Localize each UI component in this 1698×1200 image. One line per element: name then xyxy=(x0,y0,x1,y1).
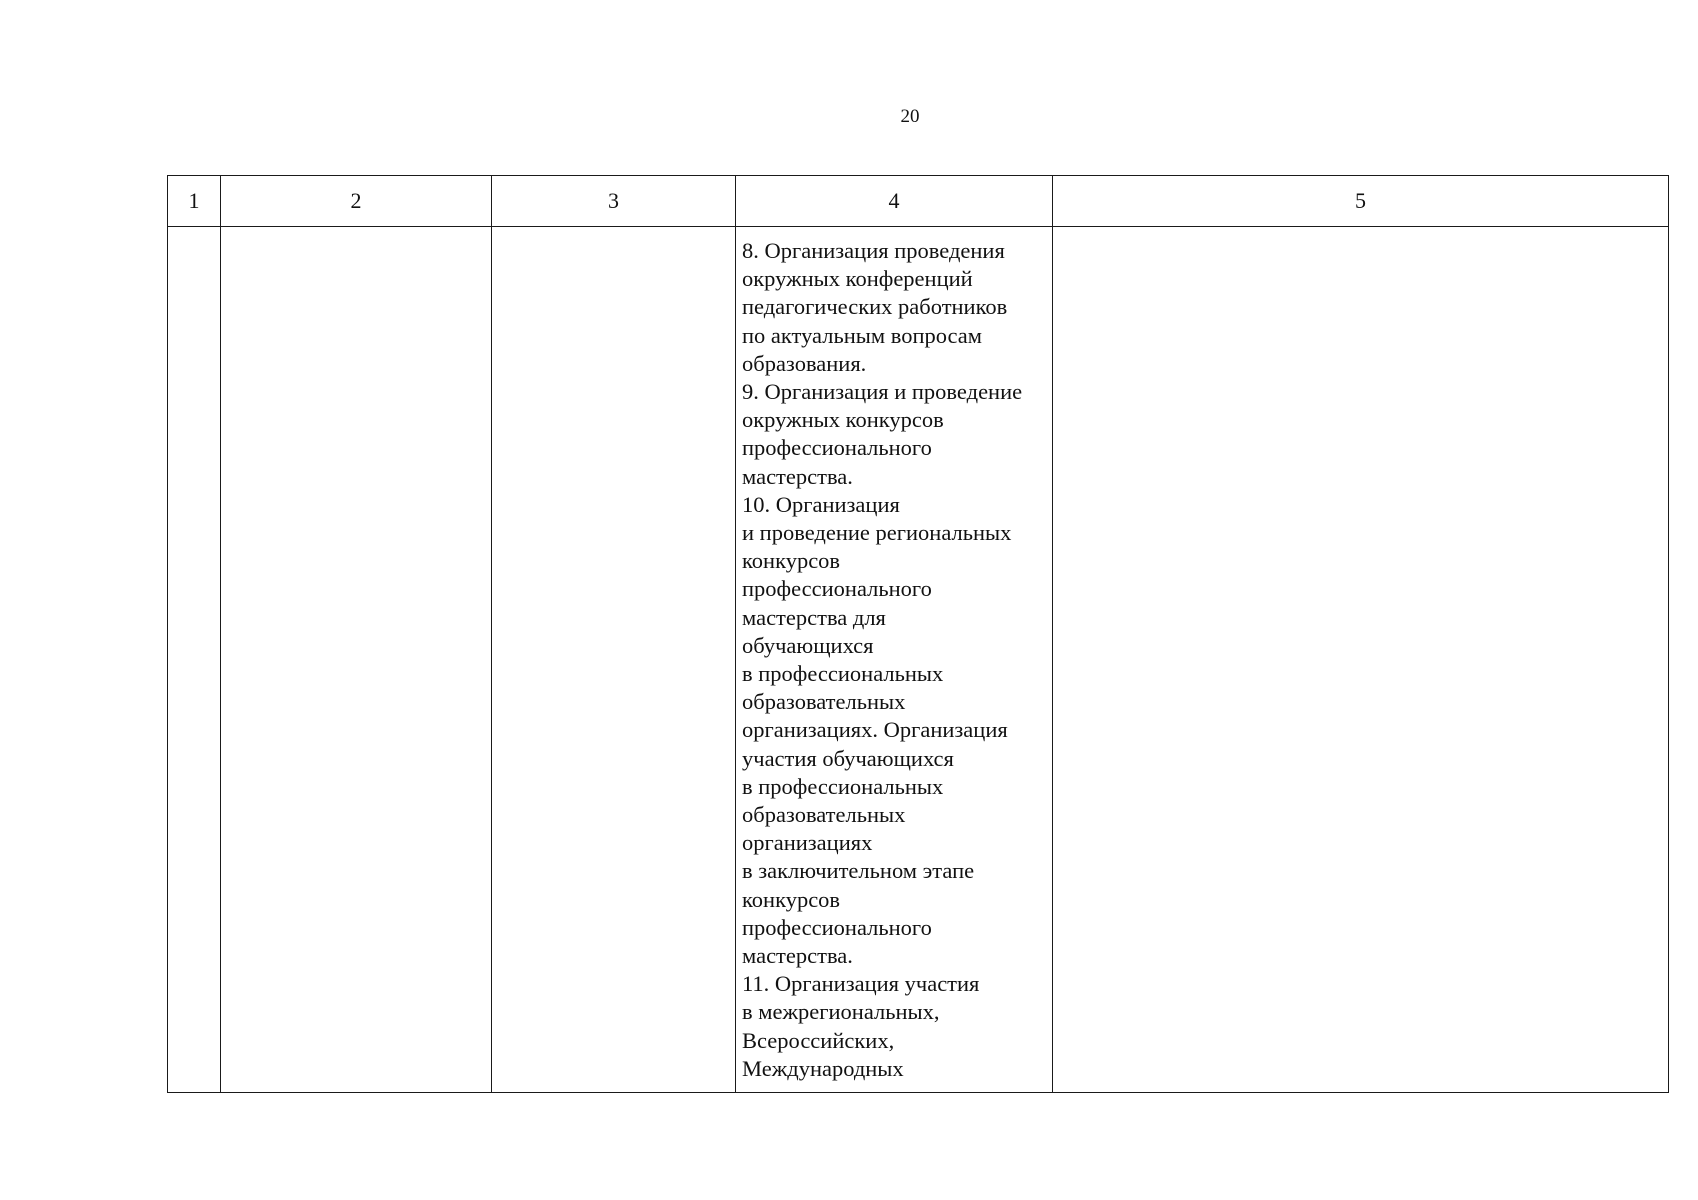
text-line: 8. Организация проведения xyxy=(742,238,1005,263)
text-line: обучающихся xyxy=(742,632,874,658)
text-line: организациях xyxy=(742,830,873,856)
text-line: участия обучающихся xyxy=(742,745,954,771)
text-line: мастерства для xyxy=(742,604,886,630)
text-line: в профессиональных xyxy=(742,773,944,799)
text-line: образовательных xyxy=(742,689,906,715)
column-header-3: 3 xyxy=(492,176,736,227)
column-header-4: 4 xyxy=(736,176,1053,227)
text-line: образования. xyxy=(742,350,867,376)
text-line: окружных конференций xyxy=(742,266,973,292)
text-line: профессионального xyxy=(742,435,932,461)
text-line: Всероссийских, xyxy=(742,1027,895,1053)
text-line: конкурсов xyxy=(742,886,841,912)
text-line: профессионального xyxy=(742,914,932,940)
text-line: окружных конкурсов xyxy=(742,407,944,433)
column-header-1: 1 xyxy=(168,176,221,227)
text-line: мастерства. xyxy=(742,463,853,489)
cell-col-4 xyxy=(736,227,1053,1093)
text-line: по актуальным вопросам xyxy=(742,322,983,348)
text-line: в профессиональных xyxy=(742,661,944,687)
text-line: 11. Организация участия xyxy=(742,971,980,997)
cell-col-1 xyxy=(168,227,221,1093)
cell-col-3 xyxy=(492,227,736,1093)
page-number: 20 xyxy=(900,106,920,127)
activity-list xyxy=(736,227,1052,1083)
text-line: образовательных xyxy=(742,802,906,828)
text-line: профессионального xyxy=(742,576,932,602)
text-line: конкурсов xyxy=(742,548,841,574)
text-line: и проведение региональных xyxy=(742,520,1012,546)
cell-col-5 xyxy=(1053,227,1669,1093)
text-line: в заключительном этапе xyxy=(742,858,975,884)
table-row xyxy=(168,227,1669,1093)
document-table xyxy=(167,175,1669,1093)
column-header-5: 5 xyxy=(1053,176,1669,227)
text-line: мастерства. xyxy=(742,943,853,969)
text-line: Международных xyxy=(742,1055,904,1081)
text-line: 10. Организация xyxy=(742,491,900,517)
text-line: педагогических работников xyxy=(742,294,1008,320)
column-header-2: 2 xyxy=(221,176,492,227)
cell-col-2 xyxy=(221,227,492,1093)
table-header-row xyxy=(168,176,1669,227)
text-line: организациях. Организация xyxy=(742,717,1008,743)
text-line: в межрегиональных, xyxy=(742,999,940,1025)
text-line: 9. Организация и проведение xyxy=(742,379,1023,405)
